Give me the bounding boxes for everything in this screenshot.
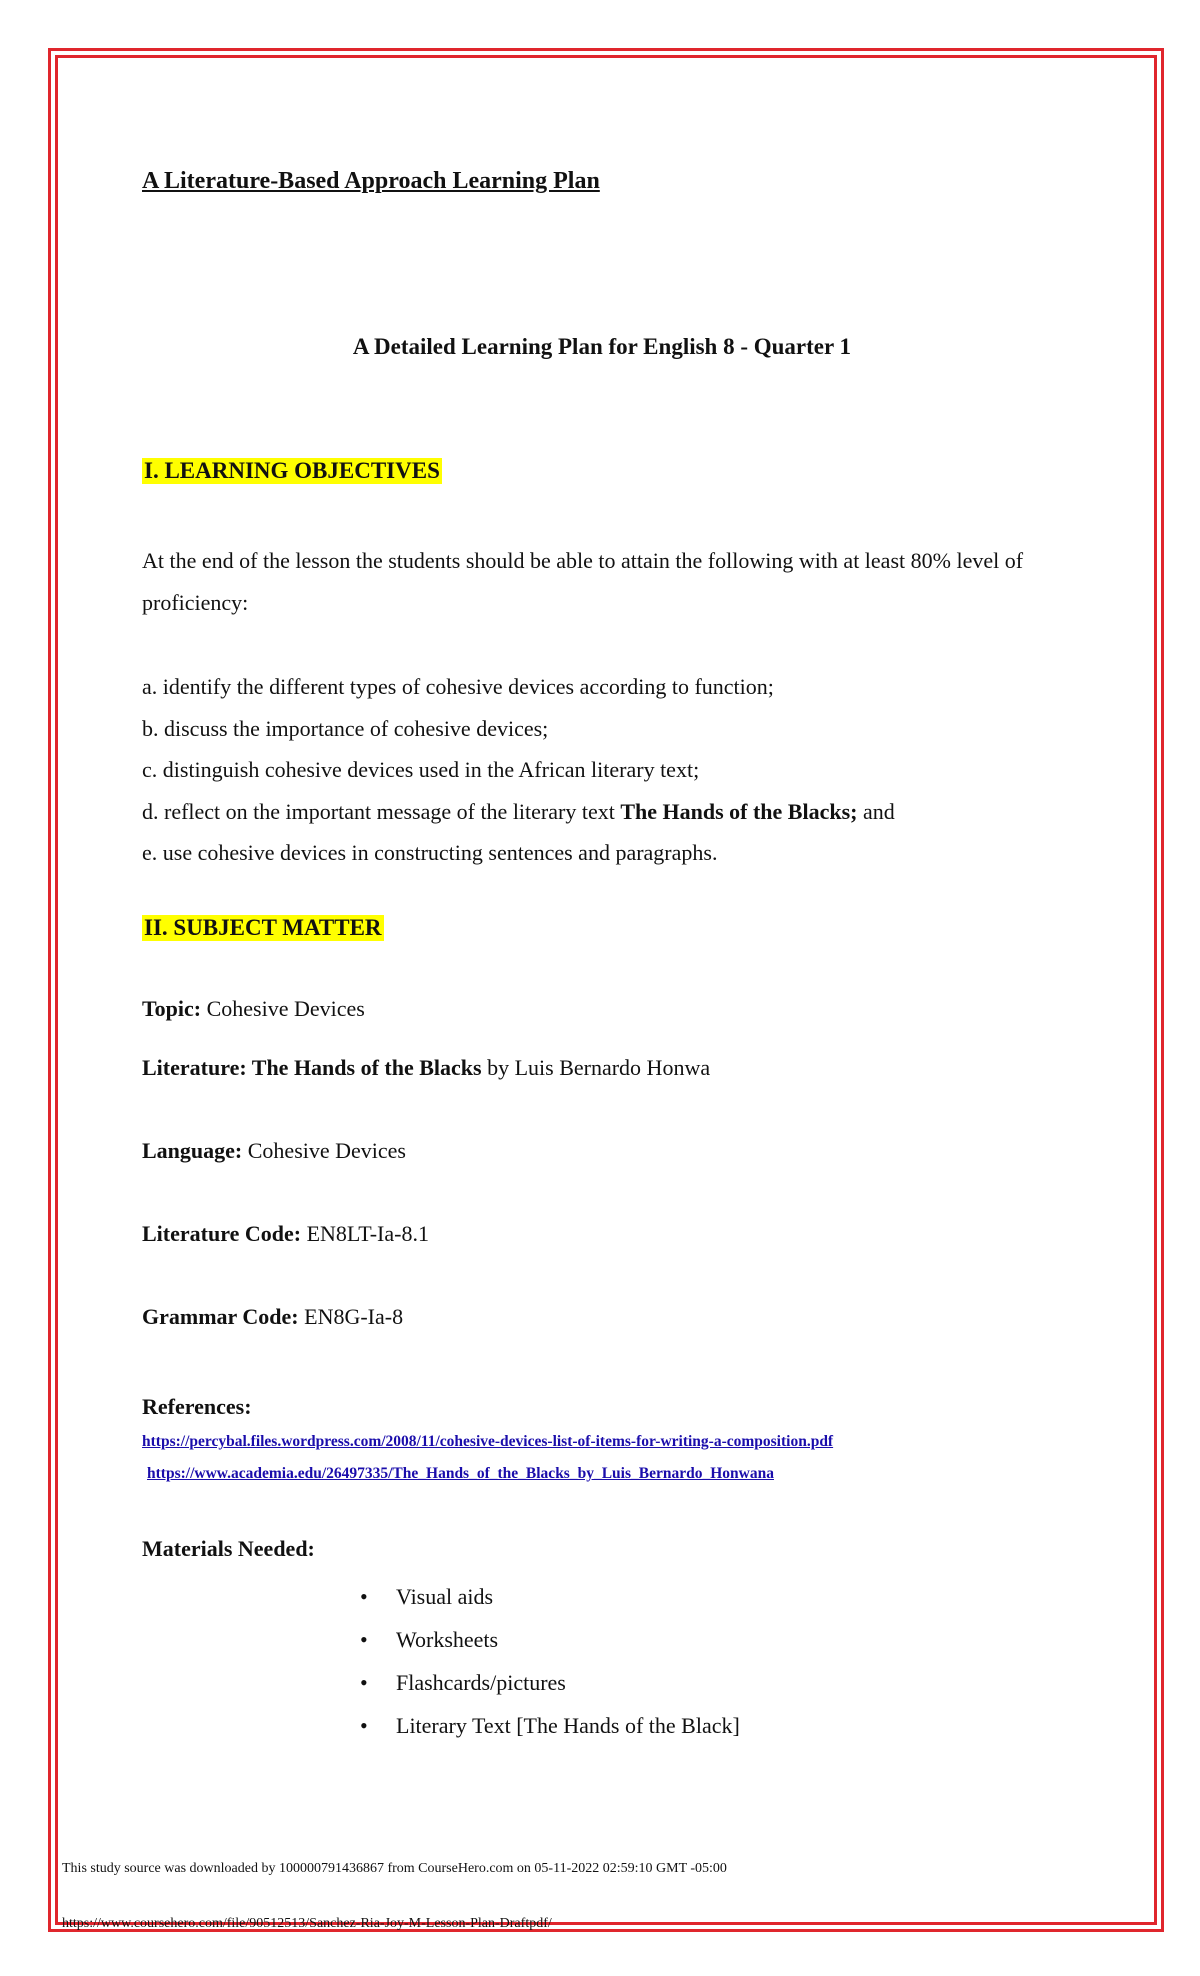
language-label: Language: — [142, 1138, 243, 1163]
material-item — [360, 1618, 740, 1661]
source-url: https://www.coursehero.com/file/90512513/Sanchez-Ria-Joy-M-Lesson-Plan-Draftpdf/ — [62, 1916, 552, 1931]
literature-label: Literature: The Hands of the Blacks — [142, 1055, 482, 1080]
section-heading-learning-objectives: I. LEARNING OBJECTIVES — [144, 458, 440, 483]
objective-d — [142, 791, 1042, 833]
materials-list — [360, 1575, 740, 1747]
materials-label: Materials Needed: — [142, 1536, 315, 1561]
objectives-intro: At the end of the lesson the students should be able to attain the following with at least 80% level of proficiency: — [142, 548, 1024, 615]
objective-d-end: and — [857, 798, 895, 824]
topic-value: Cohesive Devices — [201, 996, 365, 1021]
section-heading-subject-matter: II. SUBJECT MATTER — [144, 915, 382, 940]
reference-link-hands-of-the-blacks[interactable]: https://www.academia.edu/26497335/The_Hands_of_the_Blacks_by_Luis_Bernardo_Honwana — [147, 1465, 774, 1482]
grammar-code-label: Grammar Code: — [142, 1304, 299, 1329]
objectives-list — [142, 666, 1042, 874]
literature-field — [142, 1055, 710, 1081]
topic-label: Topic: — [142, 996, 202, 1021]
objective-d-text: d. reflect on the important message of the literary text — [142, 798, 621, 824]
objective-c: c. distinguish cohesive devices used in the African literary text; — [142, 757, 700, 782]
literature-value: by Luis Bernardo Honwa — [481, 1055, 711, 1080]
material-item — [360, 1704, 740, 1747]
bullet-icon: • — [360, 1670, 368, 1695]
download-notice: This study source was downloaded by 100000791436867 from CourseHero.com on 05-11-2022 02:59:10 GMT -05:00 — [62, 1861, 727, 1876]
bullet-icon: • — [360, 1627, 368, 1652]
material-item-label: Flashcards/pictures — [396, 1670, 566, 1695]
language-field — [142, 1138, 406, 1164]
literature-code-value: EN8LT-Ia-8.1 — [301, 1221, 429, 1246]
material-item — [360, 1575, 740, 1618]
references-label: References: — [142, 1394, 252, 1419]
literature-code-label: Literature Code: — [142, 1221, 302, 1246]
objective-b: b. discuss the importance of cohesive devices; — [142, 715, 549, 741]
document-title: A Literature-Based Approach Learning Plan — [142, 168, 600, 194]
objective-a: a. identify the different types of cohesive devices according to function; — [142, 674, 774, 699]
bullet-icon: • — [360, 1584, 368, 1609]
grammar-code-value: EN8G-Ia-8 — [298, 1304, 404, 1329]
grammar-code-field — [142, 1304, 403, 1330]
language-value: Cohesive Devices — [242, 1138, 406, 1163]
topic-field — [142, 996, 365, 1022]
material-item-label: Literary Text [The Hands of the Black] — [396, 1713, 740, 1738]
objective-e: e. use cohesive devices in constructing sentences and paragraphs. — [142, 840, 718, 865]
material-item-label: Worksheets — [396, 1627, 499, 1652]
literature-code-field — [142, 1221, 429, 1247]
material-item-label: Visual aids — [396, 1584, 494, 1609]
document-subtitle: A Detailed Learning Plan for English 8 - Quarter 1 — [352, 334, 852, 359]
reference-link-cohesive-devices[interactable]: https://percybal.files.wordpress.com/2008/11/cohesive-devices-list-of-items-for-writing-a-composition.pdf — [142, 1433, 834, 1450]
objective-d-title: The Hands of the Blacks; — [620, 798, 858, 824]
material-item — [360, 1661, 740, 1704]
bullet-icon: • — [360, 1713, 368, 1738]
